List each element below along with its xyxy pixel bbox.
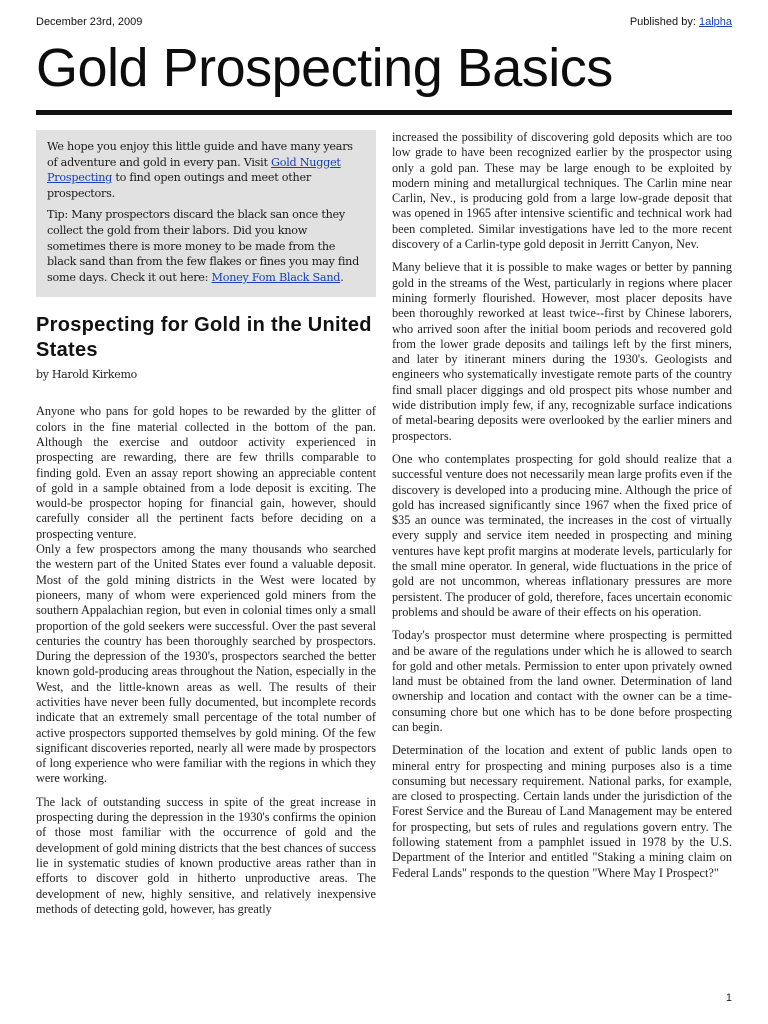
article-title: Prospecting for Gold in the United States: [36, 314, 372, 362]
left-column: [36, 130, 376, 917]
publish-date: December 23rd, 2009: [36, 16, 143, 28]
black-sand-link[interactable]: Money Fom Black Sand: [211, 270, 341, 284]
article-paragraph: Determination of the location and extent of public lands open to mineral entry for prospecting and mining purposes also is a time consuming but necessary requirement. National parks, for example, are closed to prospecting. Certain lands under the jurisdiction of the Forest Service and the Bureau of Land Management may be entered for prospecting, but sets of rules and regulations govern entry. The following statement from a pamphlet issued in 1978 by the U.S. Department of the Interior and entitled "Staking a mining claim on Federal Lands" responds to the question "Where May I Prospect?": [392, 743, 732, 880]
publisher-link[interactable]: 1alpha: [698, 16, 732, 28]
title-divider: [36, 110, 732, 115]
promo-box: [36, 130, 376, 297]
article-paragraph: Many believe that it is possible to make wages or better by panning gold in the streams of the West, particularly in regions where placer mining formerly flourished. However, most placer deposits have been thoroughly reworked at least twice--first by Chinese laborers, who arrived soon after the initial boom periods and recovered gold from the lower grade deposits and tailings left by the first miners, and later by itinerant miners during the 1930's. Geologists and engineers who systematically investigate remote parts of the country find small placer diggings and old prospect pits whose number and wide distribution imply few, if any, recognizable surface indications of metal-bearing deposits were overlooked by the earlier miners and prospectors.: [392, 260, 732, 443]
page-number: 1: [725, 992, 732, 1004]
article-paragraph: increased the possibility of discovering gold deposits which are too low grade to have been recognized earlier by the prospector using only a gold pan. These may be large enough to be exploited by modern mining and metallurgical techniques. The Carlin mine near Carlin, Nev., is producing gold from a large low-grade deposit that was opened in 1965 after intensive scientific and technical work had been completed. Similar investigations have led to the more recent discovery of a Carlin-type gold deposit in Jerritt Canyon, Nev.: [392, 130, 732, 252]
article-byline: by Harold Kirkemo: [36, 368, 137, 382]
article-paragraph: One who contemplates prospecting for gold should realize that a successful venture does not necessarily mean large profits even if the discovery is developed into a producing mine. Although the price of gold has increased significantly since 1967 when the fixed price of $35 an ounce was terminated, the increases in the cost of virtually every supply and service item needed in prospecting and mining ventures have kept profit margins at moderate levels, particularly for the small mine operator. In general, wide fluctuations in the price of gold are not uncommon, whereas inflationary pressures are more persistent. The producer of gold, therefore, faces uncertain economic problems and should be aware of their effects on his operation.: [392, 451, 732, 619]
published-label: Published by:: [629, 16, 699, 28]
article-paragraph: Only a few prospectors among the many thousands who searched the western part of the United States ever found a valuable deposit. Most of the gold mining districts in the West were located by pioneers, many of whom were experienced gold miners from the southern Appalachian region, but even in colonial times only a small proportion of the gold seekers were successful. Over the past several centuries the country has been thoroughly searched by prospectors. During the depression of the 1930's, prospectors searched the better known gold-producing areas throughout the Nation, especially in the West, and the little-known areas as well. The results of their activities have never been fully documented, but incomplete records indicate that an extremely small percentage of the total number of active prospectors supported themselves by gold mining. Of the few significant discoveries reported, nearly all were made by prospectors of long experience who were familiar with the regions in which they were working.: [36, 542, 376, 786]
document-header: [36, 16, 732, 32]
promo-paragraph-1: We hope you enjoy this little guide and have many years of adventure and gold in every pan. Visit Gold Nugget Prospecting to find open outings and meet other prospectors.: [47, 140, 353, 200]
gold-nugget-prospecting-link[interactable]: Gold Nugget Prospecting: [47, 155, 341, 185]
article-paragraph: Anyone who pans for gold hopes to be rewarded by the glitter of colors in the fine material collected in the bottom of the pan. Although the exercise and outdoor activity experienced in prospecting are rewarding, there are few thrills comparable to finding gold. Even an assay report showing an appreciable content of gold in a sample obtained from a lode deposit is exciting. The would-be prospector hoping for financial gain, however, should carefully consider all the pertinent facts before deciding on a prospecting venture.: [36, 404, 376, 541]
document-title: Gold Prospecting Basics: [36, 38, 613, 98]
article-paragraph: The lack of outstanding success in spite of the great increase in prospecting during the depression in the 1930's confirms the opinion of those most familiar with the occurrence of gold and the development of gold mining districts that the best chances of success lie in systematic studies of known productive areas rather than in efforts to discover gold in hitherto unproductive areas. The development of new, highly sensitive, and relatively inexpensive methods of detecting gold, however, has greatly: [36, 794, 376, 916]
promo-paragraph-2: Tip: Many prospectors discard the black san once they collect the gold from their labors. Did you know sometimes there is more money to be made from the black sand than from the few flakes or fines you may find some days. Check it out here: Money Fom Black Sand.: [47, 208, 360, 284]
publisher-line: [630, 16, 732, 28]
right-column: [392, 130, 732, 881]
article-paragraph: Today's prospector must determine where prospecting is permitted and be aware of the regulations under which he is allowed to search for gold and other metals. Permission to enter upon privately owned land must be obtained from the land owner. Determination of land ownership and location and contact with the owner can be a time-consuming chore but one which has to be done before prospecting can begin.: [392, 628, 732, 734]
